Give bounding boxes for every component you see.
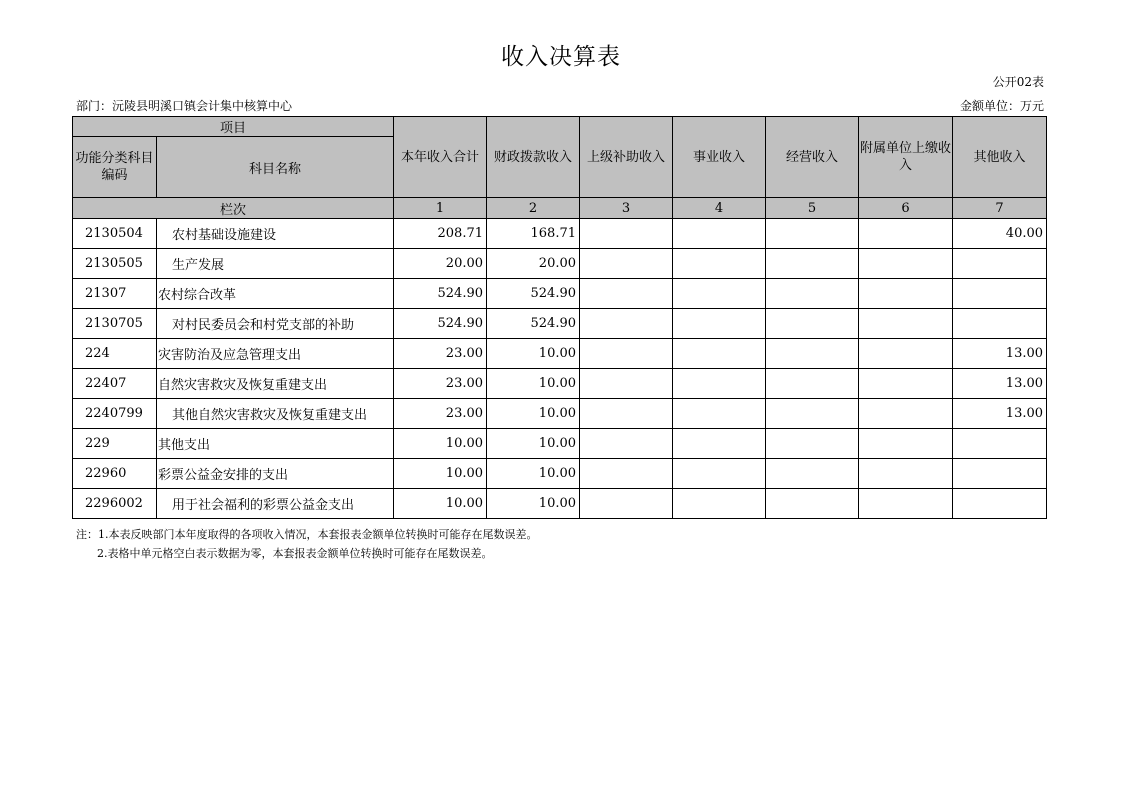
- row-func-code: 2296002: [73, 489, 157, 519]
- row-value-col-1: 524.90: [394, 309, 487, 339]
- header-col-operating: 经营收入: [766, 117, 859, 198]
- row-func-code: 224: [73, 339, 157, 369]
- row-value-col-2: 10.00: [487, 489, 580, 519]
- col-number: 3: [580, 198, 673, 219]
- header-col-other: 其他收入: [953, 117, 1047, 198]
- row-value-col-3: [580, 429, 673, 459]
- row-value-col-1: 10.00: [394, 459, 487, 489]
- row-value-col-1: 524.90: [394, 279, 487, 309]
- row-value-col-2: 168.71: [487, 219, 580, 249]
- table-row: [73, 489, 1047, 519]
- table-row: [73, 369, 1047, 399]
- row-value-col-6: [859, 399, 953, 429]
- row-value-col-5: [766, 279, 859, 309]
- row-func-code: 2130505: [73, 249, 157, 279]
- row-value-col-6: [859, 339, 953, 369]
- row-value-col-2: 524.90: [487, 309, 580, 339]
- row-subject-name: 自然灾害救灾及恢复重建支出: [157, 369, 394, 399]
- row-value-col-4: [673, 399, 766, 429]
- row-value-col-7: [953, 429, 1047, 459]
- table-row: [73, 339, 1047, 369]
- row-value-col-7: [953, 279, 1047, 309]
- row-value-col-2: 10.00: [487, 429, 580, 459]
- row-value-col-1: 10.00: [394, 489, 487, 519]
- col-number: 6: [859, 198, 953, 219]
- table-row: [73, 399, 1047, 429]
- row-value-col-2: 10.00: [487, 399, 580, 429]
- col-number: 7: [953, 198, 1047, 219]
- row-value-col-1: 208.71: [394, 219, 487, 249]
- table-row: [73, 219, 1047, 249]
- row-value-col-1: 23.00: [394, 399, 487, 429]
- row-value-col-1: 23.00: [394, 339, 487, 369]
- row-value-col-6: [859, 279, 953, 309]
- row-value-col-6: [859, 369, 953, 399]
- header-func-code: 功能分类科目编码: [73, 137, 157, 198]
- row-value-col-3: [580, 459, 673, 489]
- row-func-code: 22407: [73, 369, 157, 399]
- footnote-2: 2.表格中单元格空白表示数据为零，本套报表金额单位转换时可能存在尾数误差。: [97, 547, 493, 560]
- row-func-code: 2240799: [73, 399, 157, 429]
- row-value-col-5: [766, 249, 859, 279]
- header-col-total: 本年收入合计: [394, 117, 487, 198]
- row-subject-name: 农村综合改革: [157, 279, 394, 309]
- header-col-fiscal: 财政拨款收入: [487, 117, 580, 198]
- row-value-col-7: 13.00: [953, 339, 1047, 369]
- row-value-col-4: [673, 309, 766, 339]
- row-value-col-7: 13.00: [953, 369, 1047, 399]
- row-value-col-4: [673, 219, 766, 249]
- row-value-col-6: [859, 459, 953, 489]
- col-number: 1: [394, 198, 487, 219]
- row-value-col-5: [766, 399, 859, 429]
- row-value-col-2: 10.00: [487, 459, 580, 489]
- row-value-col-7: 40.00: [953, 219, 1047, 249]
- row-value-col-7: [953, 489, 1047, 519]
- row-value-col-4: [673, 279, 766, 309]
- table-row: [73, 279, 1047, 309]
- row-value-col-4: [673, 459, 766, 489]
- row-value-col-3: [580, 279, 673, 309]
- income-table: [72, 116, 1047, 519]
- table-body: [73, 117, 1047, 519]
- row-value-col-6: [859, 249, 953, 279]
- report-title: 收入决算表: [501, 44, 621, 70]
- row-value-col-5: [766, 339, 859, 369]
- row-func-code: 2130705: [73, 309, 157, 339]
- header-col-superior: 上级补助收入: [580, 117, 673, 198]
- row-value-col-2: 10.00: [487, 339, 580, 369]
- row-value-col-5: [766, 429, 859, 459]
- header-col-affiliated: 附属单位上缴收入: [859, 117, 953, 198]
- row-value-col-4: [673, 369, 766, 399]
- row-value-col-1: 10.00: [394, 429, 487, 459]
- row-value-col-4: [673, 489, 766, 519]
- row-value-col-4: [673, 339, 766, 369]
- row-value-col-7: [953, 459, 1047, 489]
- row-value-col-3: [580, 219, 673, 249]
- row-value-col-1: 23.00: [394, 369, 487, 399]
- row-value-col-5: [766, 489, 859, 519]
- row-value-col-5: [766, 369, 859, 399]
- col-number: 2: [487, 198, 580, 219]
- row-subject-name: 灾害防治及应急管理支出: [157, 339, 394, 369]
- row-func-code: 2130504: [73, 219, 157, 249]
- row-func-code: 22960: [73, 459, 157, 489]
- row-subject-name: 其他自然灾害救灾及恢复重建支出: [157, 399, 394, 429]
- header-row-index: [73, 198, 1047, 219]
- row-value-col-2: 20.00: [487, 249, 580, 279]
- row-value-col-4: [673, 429, 766, 459]
- header-col-index-label: 栏次: [73, 198, 394, 219]
- row-subject-name: 农村基础设施建设: [157, 219, 394, 249]
- row-value-col-5: [766, 459, 859, 489]
- header-col-business: 事业收入: [673, 117, 766, 198]
- row-value-col-3: [580, 399, 673, 429]
- row-subject-name: 其他支出: [157, 429, 394, 459]
- table-row: [73, 309, 1047, 339]
- department-label: 部门：沅陵县明溪口镇会计集中核算中心: [76, 99, 293, 113]
- row-value-col-1: 20.00: [394, 249, 487, 279]
- row-value-col-5: [766, 219, 859, 249]
- row-value-col-6: [859, 219, 953, 249]
- header-item: 项目: [73, 117, 394, 137]
- row-value-col-3: [580, 249, 673, 279]
- row-value-col-7: 13.00: [953, 399, 1047, 429]
- row-value-col-3: [580, 489, 673, 519]
- row-value-col-3: [580, 339, 673, 369]
- form-number: 公开02表: [992, 75, 1044, 89]
- row-value-col-2: 524.90: [487, 279, 580, 309]
- row-value-col-4: [673, 249, 766, 279]
- amount-unit-label: 金额单位：万元: [959, 99, 1044, 113]
- row-value-col-7: [953, 249, 1047, 279]
- table-row: [73, 429, 1047, 459]
- row-subject-name: 生产发展: [157, 249, 394, 279]
- col-number: 5: [766, 198, 859, 219]
- footnote-1: 注：1.本表反映部门本年度取得的各项收入情况，本套报表金额单位转换时可能存在尾数误差。: [76, 528, 538, 541]
- row-subject-name: 用于社会福利的彩票公益金支出: [157, 489, 394, 519]
- table-row: [73, 249, 1047, 279]
- header-row-item: [73, 117, 1047, 137]
- row-value-col-6: [859, 489, 953, 519]
- row-value-col-6: [859, 429, 953, 459]
- row-func-code: 21307: [73, 279, 157, 309]
- col-number: 4: [673, 198, 766, 219]
- row-value-col-3: [580, 309, 673, 339]
- header-subject-name: 科目名称: [157, 137, 394, 198]
- row-value-col-2: 10.00: [487, 369, 580, 399]
- row-value-col-7: [953, 309, 1047, 339]
- row-value-col-3: [580, 369, 673, 399]
- row-value-col-5: [766, 309, 859, 339]
- row-subject-name: 彩票公益金安排的支出: [157, 459, 394, 489]
- row-func-code: 229: [73, 429, 157, 459]
- row-value-col-6: [859, 309, 953, 339]
- table-row: [73, 459, 1047, 489]
- row-subject-name: 对村民委员会和村党支部的补助: [157, 309, 394, 339]
